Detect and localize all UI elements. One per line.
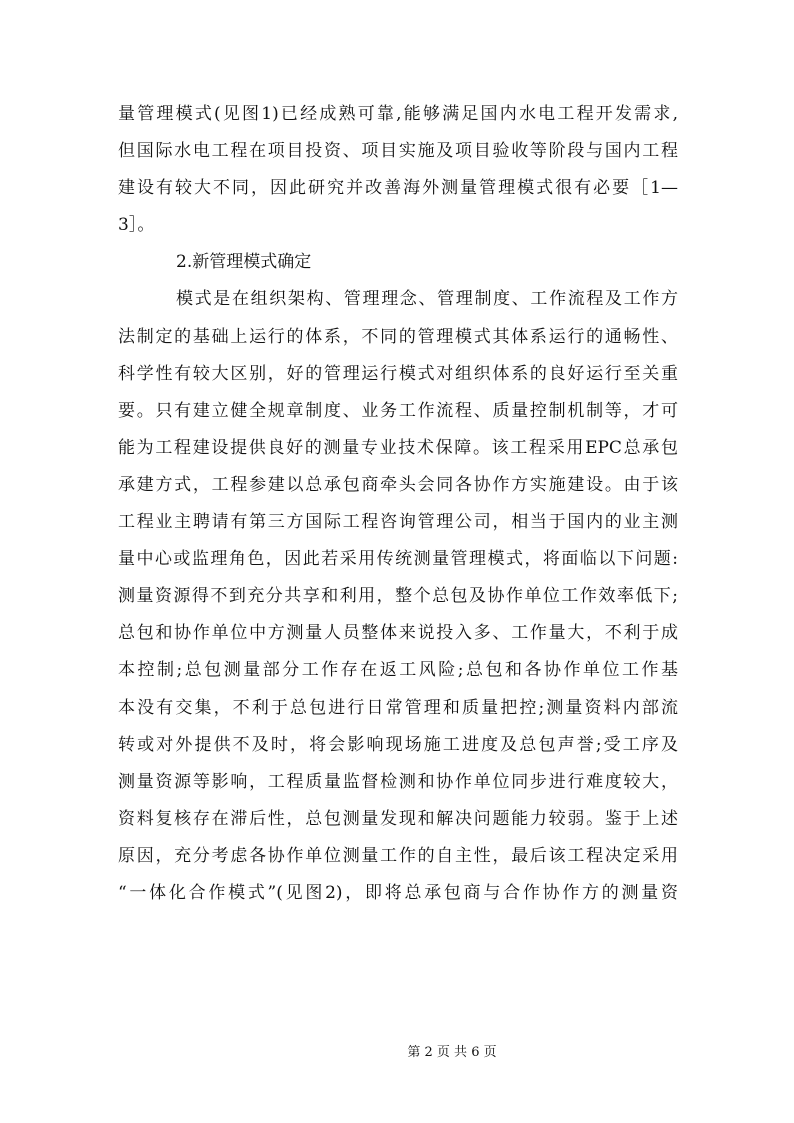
body-text xyxy=(118,96,678,912)
text-line: 转或对外提供不及时，将会影响现场施工进度及总包声誉;受工序及 xyxy=(118,734,678,755)
text-line: 本控制;总包测量部分工作存在返工风险;总包和各协作单位工作基 xyxy=(118,660,678,681)
text-line: 能为工程建设提供良好的测量专业技术保障。该工程采用EPC总承包 xyxy=(118,437,678,458)
text-line: 3］。 xyxy=(118,215,155,236)
text-line: 模式是在组织架构、管理理念、管理制度、工作流程及工作方 xyxy=(176,289,678,310)
text-line: 工程业主聘请有第三方国际工程咨询管理公司，相当于国内的业主测 xyxy=(118,512,678,533)
text-line: 资料复核存在滞后性，总包测量发现和解决问题能力较弱。鉴于上述 xyxy=(118,808,678,829)
text-line: 法制定的基础上运行的体系，不同的管理模式其体系运行的通畅性、 xyxy=(118,326,678,347)
text-line: 量中心或监理角色，因此若采用传统测量管理模式，将面临以下问题: xyxy=(118,549,678,570)
text-line: 本没有交集，不利于总包进行日常管理和质量把控;测量资料内部流 xyxy=(118,697,678,718)
text-line: 承建方式，工程参建以总承包商牵头会同各协作方实施建设。由于该 xyxy=(118,474,678,495)
text-line: 量管理模式(见图1)已经成熟可靠,能够满足国内水电工程开发需求, xyxy=(118,104,678,124)
text-line: 测量资源得不到充分共享和利用，整个总包及协作单位工作效率低下; xyxy=(118,586,678,607)
text-line: 科学性有较大区别，好的管理运行模式对组织体系的良好运行至关重 xyxy=(118,363,678,384)
section-heading: 2.新管理模式确定 xyxy=(176,252,312,273)
text-line: 测量资源等影响，工程质量监督检测和协作单位同步进行难度较大， xyxy=(118,771,678,792)
page-number-footer: 第 2 页 共 6 页 xyxy=(407,1045,497,1060)
text-line: “一体化合作模式”(见图2)，即将总承包商与合作协作方的测量资 xyxy=(118,882,678,903)
text-line: 原因，充分考虑各协作单位测量工作的自主性，最后该工程决定采用 xyxy=(118,845,678,866)
text-line: 要。只有建立健全规章制度、业务工作流程、质量控制机制等，才可 xyxy=(118,400,678,421)
text-line: 建设有较大不同，因此研究并改善海外测量管理模式很有必要［1— xyxy=(118,178,678,199)
text-line: 总包和协作单位中方测量人员整体来说投入多、工作量大，不利于成 xyxy=(118,623,678,644)
text-line: 但国际水电工程在项目投资、项目实施及项目验收等阶段与国内工程 xyxy=(118,141,678,162)
